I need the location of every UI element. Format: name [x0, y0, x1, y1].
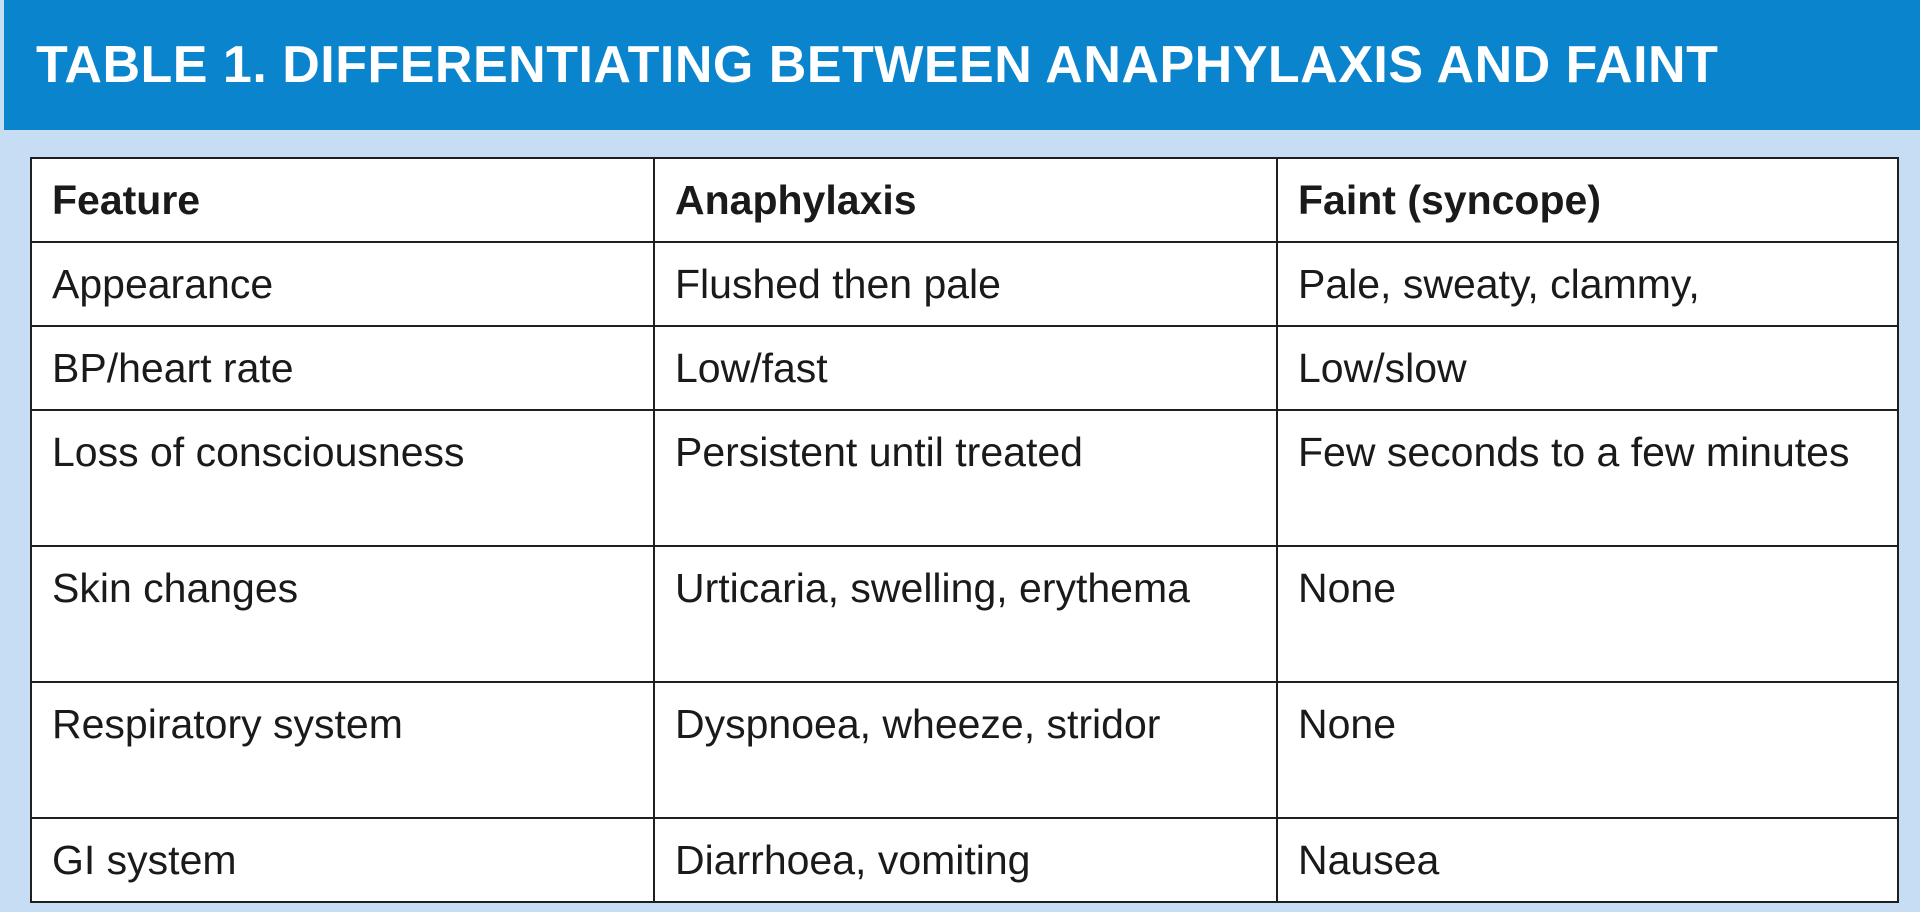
row-faint-cell: None	[1277, 682, 1898, 818]
row-feature-cell: GI system	[31, 818, 654, 902]
row-anaphylaxis-cell: Low/fast	[654, 326, 1277, 410]
row-faint-cell: Nausea	[1277, 818, 1898, 902]
comparison-table	[30, 157, 1899, 903]
row-feature-cell: Skin changes	[31, 546, 654, 682]
table-container	[30, 157, 1897, 903]
table-title: TABLE 1. DIFFERENTIATING BETWEEN ANAPHYLAXIS AND FAINT	[36, 36, 1719, 94]
row-anaphylaxis-cell: Dyspnoea, wheeze, stridor	[654, 682, 1277, 818]
table-row	[31, 326, 1898, 410]
row-feature-cell: Loss of consciousness	[31, 410, 654, 546]
table-row	[31, 682, 1898, 818]
row-feature-cell: BP/heart rate	[31, 326, 654, 410]
header-faint: Faint (syncope)	[1277, 158, 1898, 242]
table-row	[31, 818, 1898, 902]
row-anaphylaxis-cell: Persistent until treated	[654, 410, 1277, 546]
table-row	[31, 410, 1898, 546]
row-faint-cell: Low/slow	[1277, 326, 1898, 410]
row-faint-cell: Few seconds to a few minutes	[1277, 410, 1898, 546]
row-feature-cell: Appearance	[31, 242, 654, 326]
row-faint-cell: Pale, sweaty, clammy,	[1277, 242, 1898, 326]
table-row	[31, 546, 1898, 682]
title-bar	[4, 0, 1920, 130]
row-anaphylaxis-cell: Diarrhoea, vomiting	[654, 818, 1277, 902]
row-anaphylaxis-cell: Flushed then pale	[654, 242, 1277, 326]
header-feature: Feature	[31, 158, 654, 242]
row-anaphylaxis-cell: Urticaria, swelling, erythema	[654, 546, 1277, 682]
header-row	[31, 158, 1898, 242]
table-row	[31, 242, 1898, 326]
row-feature-cell: Respiratory system	[31, 682, 654, 818]
row-faint-cell: None	[1277, 546, 1898, 682]
header-anaphylaxis: Anaphylaxis	[654, 158, 1277, 242]
